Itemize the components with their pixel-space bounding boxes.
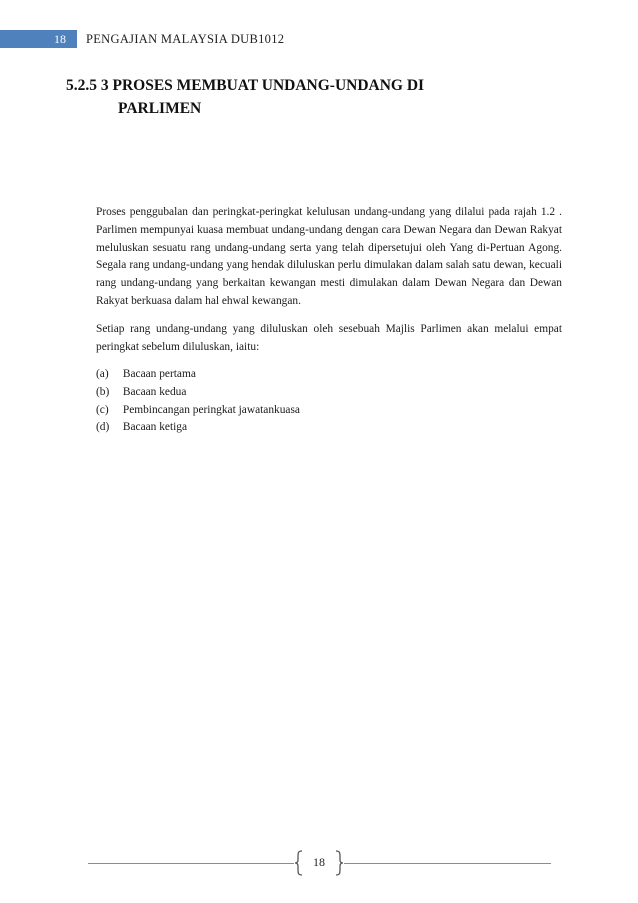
paragraph-stages-intro: Setiap rang undang-undang yang diluluskan oleh sesebuah Majlis Parlimen akan melalui empat peringkat sebelum diluluskan, iaitu: bbox=[96, 322, 562, 353]
page-footer bbox=[0, 850, 638, 880]
list-item-text: Bacaan kedua bbox=[122, 385, 187, 398]
section-title-line2: PARLIMEN bbox=[118, 100, 202, 117]
left-brace-icon bbox=[294, 850, 304, 876]
right-brace-icon bbox=[334, 850, 344, 876]
list-item bbox=[96, 402, 562, 420]
list-item-label: (a) bbox=[96, 368, 109, 381]
header-title: PENGAJIAN MALAYSIA DUB1012 bbox=[86, 32, 285, 46]
body-text bbox=[96, 204, 562, 437]
footer-rule-right bbox=[344, 863, 551, 864]
paragraph-intro: Proses penggubalan dan peringkat-peringkat kelulusan undang-undang yang dilalui pada rajah 1.2 . Parlimen mempunyai kuasa membuat undang-undang dengan cara Dewan Negara dan Dewan Rakyat meluluskan sesuatu rang undang-undang serta yang telah dipersetujui oleh Yang di-Pertuan Agong. Segala rang undang-undang yang hendak diluluskan perlu dimulakan dalam salah satu dewan, kecuali rang undang-undang yang berkaitan kewangan mesti dimulakan dalam Dewan Negara dan Dewan Rakyat berkuasa dalam hal ehwal kewangan. bbox=[96, 206, 562, 307]
list-item-text: Bacaan pertama bbox=[122, 368, 196, 381]
list-item bbox=[96, 384, 562, 402]
header-page-number: 18 bbox=[54, 32, 66, 46]
list-item-text: Pembincangan peringkat jawatankuasa bbox=[122, 403, 300, 416]
list-item-label: (b) bbox=[96, 385, 110, 398]
section-title-line1: 5.2.5 3 PROSES MEMBUAT UNDANG-UNDANG DI bbox=[66, 77, 425, 94]
page-header bbox=[0, 30, 638, 48]
section-title bbox=[66, 74, 526, 120]
list-item bbox=[96, 419, 562, 437]
footer-rule-left bbox=[88, 863, 294, 864]
list-item-label: (c) bbox=[96, 403, 109, 416]
header-page-tag bbox=[0, 30, 77, 48]
list-item bbox=[96, 366, 562, 384]
list-item-text: Bacaan ketiga bbox=[122, 421, 188, 434]
list-item-label: (d) bbox=[96, 421, 110, 434]
footer-page-number: 18 bbox=[313, 855, 325, 869]
stages-list bbox=[96, 366, 562, 436]
